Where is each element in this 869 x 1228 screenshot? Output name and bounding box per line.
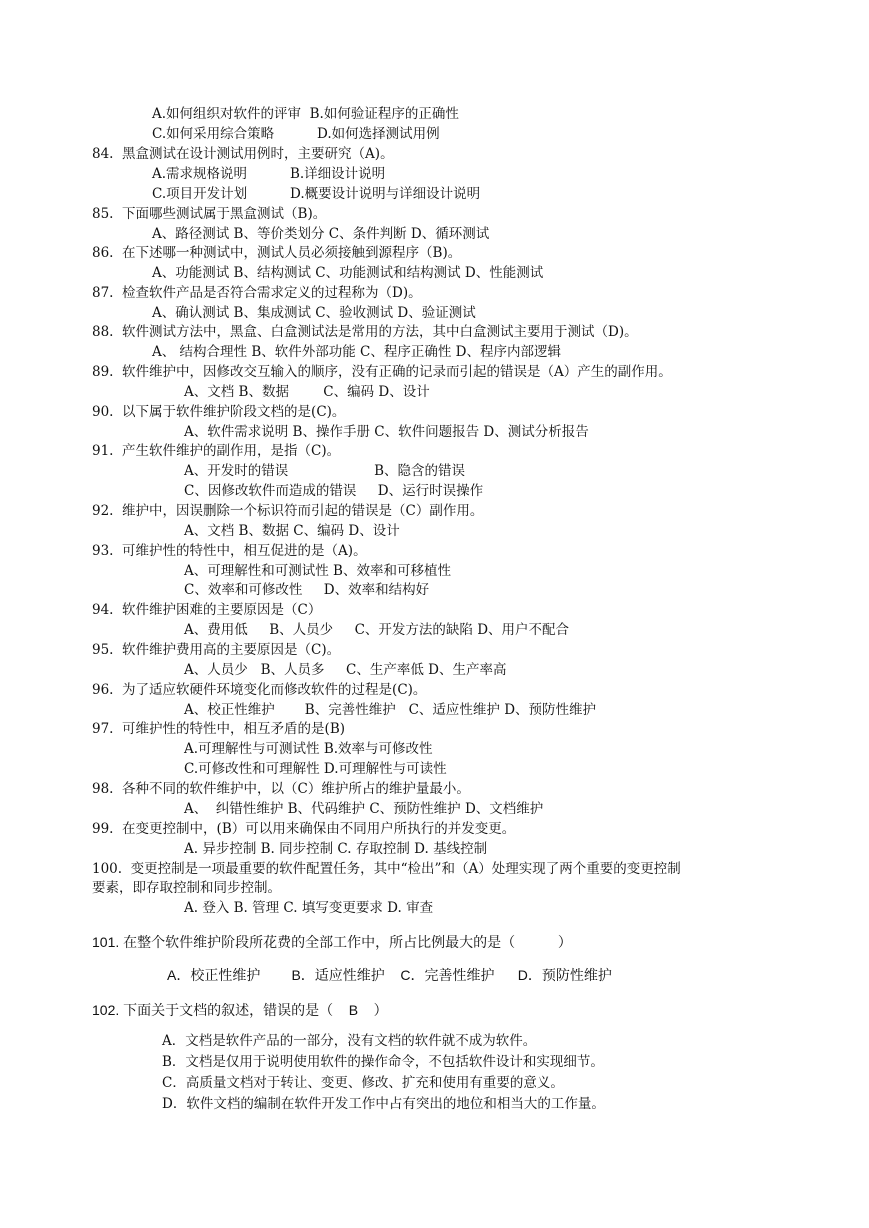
option-line: D．软件文档的编制在软件开发工作中占有突出的地位和相当大的工作量。 xyxy=(162,1096,605,1112)
question-86: 86. 在下述哪一种测试中，测试人员必须接触到源程序（B)。 xyxy=(92,245,462,261)
option-line: A、文档 B、数据 C、编码 D、设计 xyxy=(184,384,430,400)
question-94: 94. 软件维护困难的主要原因是（C） xyxy=(92,602,322,618)
option-line: C.项目开发计划 D.概要设计说明与详细设计说明 xyxy=(152,186,481,202)
question-89: 89. 软件维护中，因修改交互输入的顺序，没有正确的记录而引起的错误是（A）产生的副作用。 xyxy=(92,364,672,380)
option-line: A、开发时的错误 B、隐含的错误 xyxy=(184,463,465,479)
option-line: A、 结构合理性 B、软件外部功能 C、程序正确性 D、程序内部逻辑 xyxy=(152,344,561,360)
question-90: 90. 以下属于软件维护阶段文档的是(C)。 xyxy=(92,404,346,420)
option-line: C.如何采用综合策略 D.如何选择测试用例 xyxy=(152,126,440,142)
option-line: B．文档是仅用于说明使用软件的操作命令，不包括软件设计和实现细节。 xyxy=(162,1054,604,1070)
option-line: A、费用低 B、人员少 C、开发方法的缺陷 D、用户不配合 xyxy=(184,622,570,638)
question-97: 97. 可维护性的特性中，相互矛盾的是(B) xyxy=(92,721,346,737)
question-100-cont: 要素，即存取控制和同步控制。 xyxy=(92,880,281,896)
option-line: C、因修改软件而造成的错误 D、运行时误操作 xyxy=(184,483,484,499)
option-line: A、路径测试 B、等价类划分 C、条件判断 D、循环测试 xyxy=(152,226,490,242)
option-line: A、人员少 B、人员多 C、生产率低 D、生产率高 xyxy=(184,662,507,678)
option-line: A．校正性维护 B．适应性维护 C．完善性维护 D．预防性维护 xyxy=(167,967,612,983)
option-line: A、文档 B、数据 C、编码 D、设计 xyxy=(184,523,400,539)
question-99: 99. 在变更控制中，(B）可以用来确保由不同用户所执行的并发变更。 xyxy=(92,821,516,837)
question-102: 102. 下面关于文档的叙述，错误的是（ B ） xyxy=(92,1002,388,1018)
option-line: A.如何组织对软件的评审 B.如何验证程序的正确性 xyxy=(152,106,459,122)
option-line: A.可理解性与可测试性 B.效率与可修改性 xyxy=(184,741,433,757)
option-line: C.可修改性和可理解性 D.可理解性与可读性 xyxy=(184,761,447,777)
question-88: 88. 软件测试方法中，黑盒、白盒测试法是常用的方法，其中白盒测试主要用于测试（D)。 xyxy=(92,324,638,340)
option-line: A、校正性维护 B、完善性维护 C、适应性维护 D、预防性维护 xyxy=(184,702,597,718)
question-92: 92. 维护中，因误删除一个标识符而引起的错误是（C）副作用。 xyxy=(92,503,484,519)
question-93: 93. 可维护性的特性中，相互促进的是（A)。 xyxy=(92,543,367,559)
option-line: A. 登入 B. 管理 C. 填写变更要求 D. 审查 xyxy=(184,900,434,916)
question-84: 84. 黑盒测试在设计测试用例时，主要研究（A)。 xyxy=(92,146,394,162)
option-line: A．文档是软件产品的一部分，没有文档的软件就不成为软件。 xyxy=(162,1033,537,1049)
question-98: 98. 各种不同的软件维护中，以（C）维护所占的维护量最小。 xyxy=(92,781,470,797)
question-101: 101. 在整个软件维护阶段所花费的全部工作中，所占比例最大的是（ ） xyxy=(92,934,572,950)
option-line: A、功能测试 B、结构测试 C、功能测试和结构测试 D、性能测试 xyxy=(152,265,544,281)
question-87: 87. 检查软件产品是否符合需求定义的过程称为（D)。 xyxy=(92,285,422,301)
option-line: A、 纠错性维护 B、代码维护 C、预防性维护 D、文档维护 xyxy=(184,801,544,817)
option-line: A、可理解性和可测试性 B、效率和可移植性 xyxy=(184,563,451,579)
option-line: A、软件需求说明 B、操作手册 C、软件问题报告 D、测试分析报告 xyxy=(184,424,589,440)
question-85: 85. 下面哪些测试属于黑盒测试（B)。 xyxy=(92,206,327,222)
option-line: A、确认测试 B、集成测试 C、验收测试 D、验证测试 xyxy=(152,305,476,321)
option-line: C、效率和可修改性 D、效率和结构好 xyxy=(184,582,430,598)
option-line: A.需求规格说明 B.详细设计说明 xyxy=(152,166,386,182)
question-91: 91. 产生软件维护的副作用，是指（C)。 xyxy=(92,443,341,459)
question-95: 95. 软件维护费用高的主要原因是（C)。 xyxy=(92,642,341,658)
question-100: 100. 变更控制是一项最重要的软件配置任务，其中“检出”和（A）处理实现了两个重要的变更控制 xyxy=(92,861,681,877)
option-line: C．高质量文档对于转让、变更、修改、扩充和使用有重要的意义。 xyxy=(162,1075,564,1091)
option-line: A. 异步控制 B. 同步控制 C. 存取控制 D. 基线控制 xyxy=(184,841,488,857)
question-96: 96. 为了适应软硬件环境变化而修改软件的过程是(C)。 xyxy=(92,682,427,698)
